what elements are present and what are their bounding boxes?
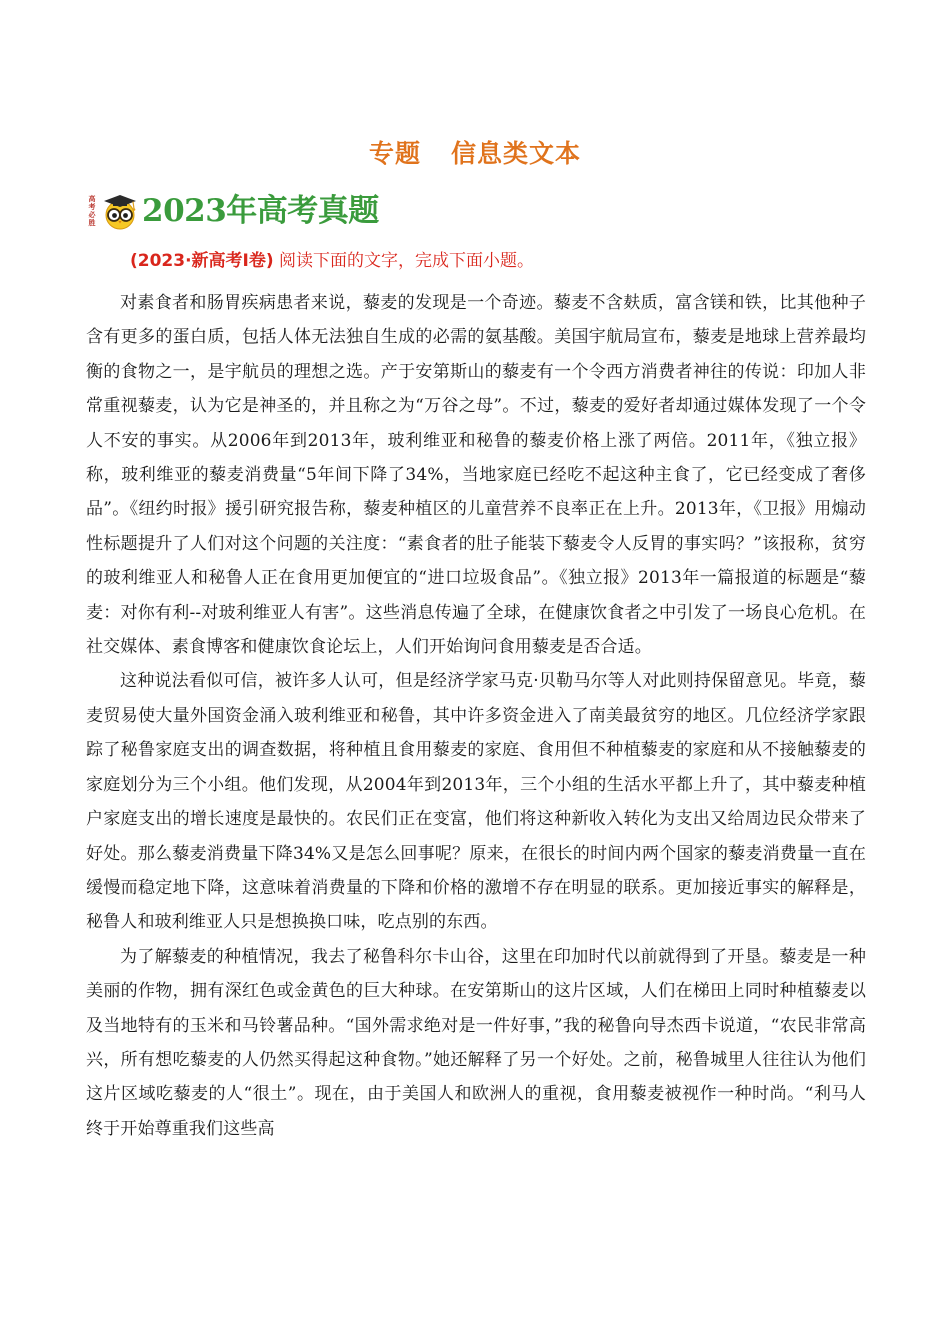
document-title-part1: 专题 xyxy=(368,139,421,168)
paragraph: 对素食者和肠胃疾病患者来说，藜麦的发现是一个奇迹。藜麦不含麸质，富含镁和铁，比其他种子含有更多的蛋白质，包括人体无法独自生成的必需的氨基酸。美国宇航局宣布，藜麦是地球上营养最均衡的食物之一，是宇航员的理想之选。产于安第斯山的藜麦有一个令西方消费者神往的传说：印加人非常重视藜麦，认为它是神圣的，并且称之为“万谷之母”。不过，藜麦的爱好者却通过媒体发现了一个令人不安的事实。从2006年到2013年，玻利维亚和秘鲁的藜麦价格上涨了两倍。2011年，《独立报》称，玻利维亚的藜麦消费量“5年间下降了34%，当地家庭已经吃不起这种主食了，它已经变成了奢侈品”。《纽约时报》援引研究报告称，藜麦种植区的儿童营养不良率正在上升。2013年，《卫报》用煽动性标题提升了人们对这个问题的关注度：“素食者的肚子能装下藜麦令人反胃的事实吗？”该报称，贫穷的玻利维亚人和秘鲁人正在食用更加便宜的“进口垃圾食品”。《独立报》2013年一篇报道的标题是“藜麦：对你有利--对玻利维亚人有害”。这些消息传遍了全球，在健康饮食者之中引发了一场良心危机。在社交媒体、素食博客和健康饮食论坛上，人们开始询问食用藜麦是否合适。 xyxy=(86,293,866,658)
instruction-text: 阅读下面的文字，完成下面小题。 xyxy=(279,251,535,271)
paragraph: 这种说法看似可信，被许多人认可，但是经济学家马克·贝勒马尔等人对此则持保留意见。毕竟，藜麦贸易使大量外国资金涌入玻利维亚和秘鲁，其中许多资金进入了南美最贫穷的地区。几位经济学家跟踪了秘鲁家庭支出的调查数据，将种植且食用藜麦的家庭、食用但不种植藜麦的家庭和从不接触藜麦的家庭划分为三个小组。他们发现，从2004年到2013年，三个小组的生活水平都上升了，其中藜麦种植户家庭支出的增长速度是最快的。农民们正在变富，他们将这种新收入转化为支出又给周边民众带来了好处。那么藜麦消费量下降34%又是怎么回事呢？原来，在很长的时间内两个国家的藜麦消费量一直在缓慢而稳定地下降，这意味着消费量的下降和价格的激增不存在明显的联系。更加接近事实的解释是，秘鲁人和玻利维亚人只是想换换口味，吃点别的东西。 xyxy=(86,671,866,933)
badge-char: 必 xyxy=(88,211,96,219)
exam-source: (2023·新高考Ⅰ卷) xyxy=(130,251,274,271)
badge-char: 考 xyxy=(88,203,96,211)
owl-with-graduation-cap-icon xyxy=(100,191,140,231)
paragraph: 为了解藜麦的种植情况，我去了秘鲁科尔卡山谷，这里在印加时代以前就得到了开垦。藜麦是一种美丽的作物，拥有深红色或金黄色的巨大种球。在安第斯山的这片区域，人们在梯田上同时种植藜麦以及当地特有的玉米和马铃薯品种。“国外需求绝对是一件好事，”我的秘鲁向导杰西卡说道，“农民非常高兴，所有想吃藜麦的人仍然买得起这种食物。”她还解释了另一个好处。之前，秘鲁城里人往往认为他们这片区域吃藜麦的人“很土”。现在，由于美国人和欧洲人的重视，食用藜麦被视作一种时尚。“利马人终于开始尊重我们这些高 xyxy=(86,946,866,1139)
banner-title: 2023年高考真题 xyxy=(142,193,379,229)
question-intro xyxy=(130,249,534,273)
article-body xyxy=(86,286,866,1146)
vertical-badge-text xyxy=(86,195,98,227)
badge-char: 胜 xyxy=(88,219,96,227)
section-banner xyxy=(86,188,379,234)
badge-char: 高 xyxy=(88,195,96,203)
document-title xyxy=(0,134,950,170)
document-title-part2: 信息类文本 xyxy=(451,139,582,168)
